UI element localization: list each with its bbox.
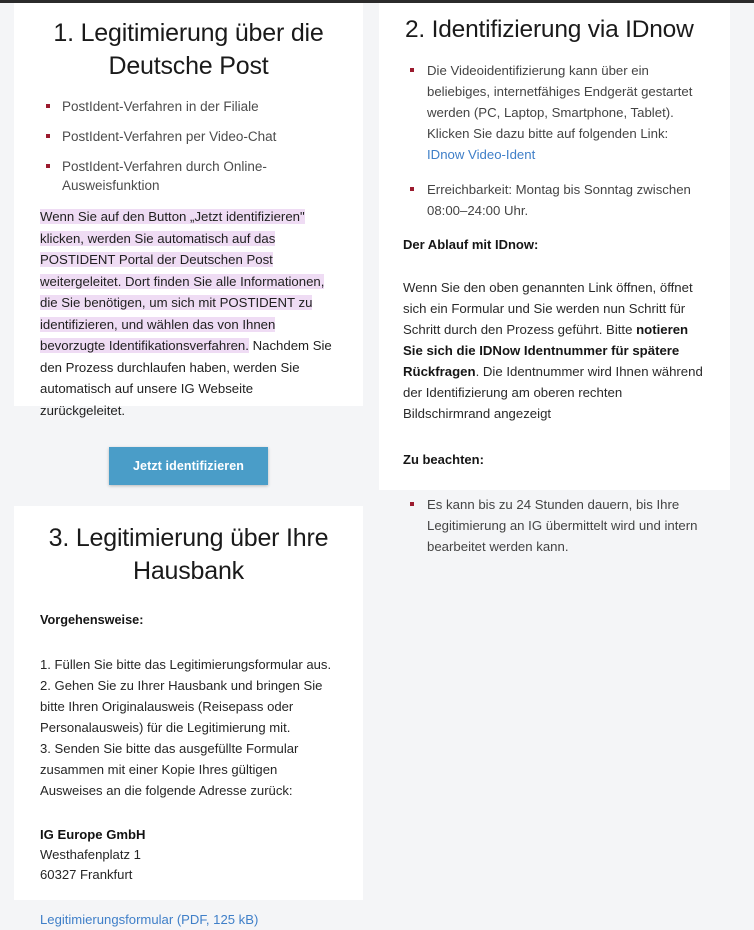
- company-name: IG Europe GmbH: [40, 827, 146, 842]
- bank-form-link-row: [40, 910, 337, 930]
- idnow-paragraph-bold: notieren Sie sich die IDNow Identnummer für spätere Rückfragen: [403, 322, 689, 379]
- jetzt-identifizieren-button[interactable]: Jetzt identifizieren: [109, 447, 268, 485]
- bank-vorgehensweise-heading: Vorgehensweise:: [40, 613, 144, 627]
- idnow-notes-list: [403, 494, 708, 557]
- card-title-idnow: 2. Identifizierung via IDnow: [405, 16, 694, 43]
- list-item: 1. Füllen Sie bitte das Legitimierungsformular aus.: [40, 657, 332, 672]
- list-item: Erreichbarkeit: Montag bis Sonntag zwischen 08:00–24:00 Uhr.: [403, 179, 708, 221]
- post-method-list: [40, 97, 337, 195]
- bank-steps-list: [40, 654, 337, 801]
- list-item: Es kann bis zu 24 Stunden dauern, bis Ihre Legitimierung an IG übermittelt wird und intern bearbeitet werden kann.: [403, 494, 708, 557]
- list-item: [403, 60, 708, 165]
- list-item: 3. Senden Sie bitte das ausgefüllte Formular zusammen mit einer Kopie Ihres gültigen Ausweises an die folgende Adresse zurück:: [40, 741, 299, 798]
- idnow-info-list: [403, 60, 708, 221]
- list-item: PostIdent-Verfahren in der Filiale: [40, 97, 337, 116]
- list-item: PostIdent-Verfahren durch Online-Ausweisfunktion: [40, 157, 337, 195]
- card-idnow: [379, 3, 730, 554]
- idnow-bullet1-text: Die Videoidentifizierung kann über ein beliebiges, internetfähiges Endgerät gestartet werden (PC, Laptop, Smartphone, Tablet). Klicken Sie dazu bitte auf folgenden Link:: [427, 63, 693, 141]
- company-city: 60327 Frankfurt: [40, 867, 133, 882]
- list-item: 2. Gehen Sie zu Ihrer Hausbank und bringen Sie bitte Ihren Originalausweis (Reisepass oder Personalausweis) für die Legitimierung mit.: [40, 678, 323, 735]
- post-description-paragraph: [40, 206, 337, 421]
- card-title-hausbank: 3. Legitimierung über Ihre Hausbank: [48, 524, 329, 585]
- highlighted-text: Wenn Sie auf den Button „Jetzt identifizieren" klicken, werden Sie automatisch auf das POSTIDENT Portal der Deutschen Post weitergeleitet. Dort finden Sie alle Informationen, die Sie benötigen, um sich mit POSTIDENT zu identifizieren, und wählen das von Ihnen bevorzugte Identifikationsverfahren.: [40, 209, 325, 353]
- post-button-row: [40, 447, 337, 485]
- idnow-beachten-heading: Zu beachten:: [403, 452, 484, 467]
- idnow-paragraph-end: . Die Identnummer wird Ihnen während der Identifizierung am oberen rechten Bildschirmrand angezeigt: [403, 364, 703, 421]
- legitimierungsformular-pdf-link[interactable]: Legitimierungsformular (PDF, 125 kB): [40, 912, 259, 927]
- list-item: PostIdent-Verfahren per Video-Chat: [40, 127, 337, 146]
- idnow-ablauf-heading: Der Ablauf mit IDnow:: [403, 237, 539, 252]
- page-top-edge: [0, 0, 754, 3]
- bank-address-block: [40, 825, 337, 885]
- card-title-deutsche-post: 1. Legitimierung über die Deutsche Post: [53, 19, 324, 80]
- idnow-process-paragraph: [403, 277, 708, 424]
- card-deutsche-post: [14, 3, 363, 473]
- card-hausbank: [14, 506, 363, 927]
- idnow-video-ident-link[interactable]: IDnow Video-Ident: [427, 147, 536, 162]
- post-description-rest: Nachdem Sie den Prozess durchlaufen haben, werden Sie automatisch auf unsere IG Webseite zurückgeleitet.: [40, 338, 332, 418]
- idnow-paragraph-start: Wenn Sie den oben genannten Link öffnen, öffnet sich ein Formular und Sie werden nun Schritt für Schritt durch den Prozess geführt. Bitte: [403, 280, 693, 337]
- company-street: Westhafenplatz 1: [40, 847, 141, 862]
